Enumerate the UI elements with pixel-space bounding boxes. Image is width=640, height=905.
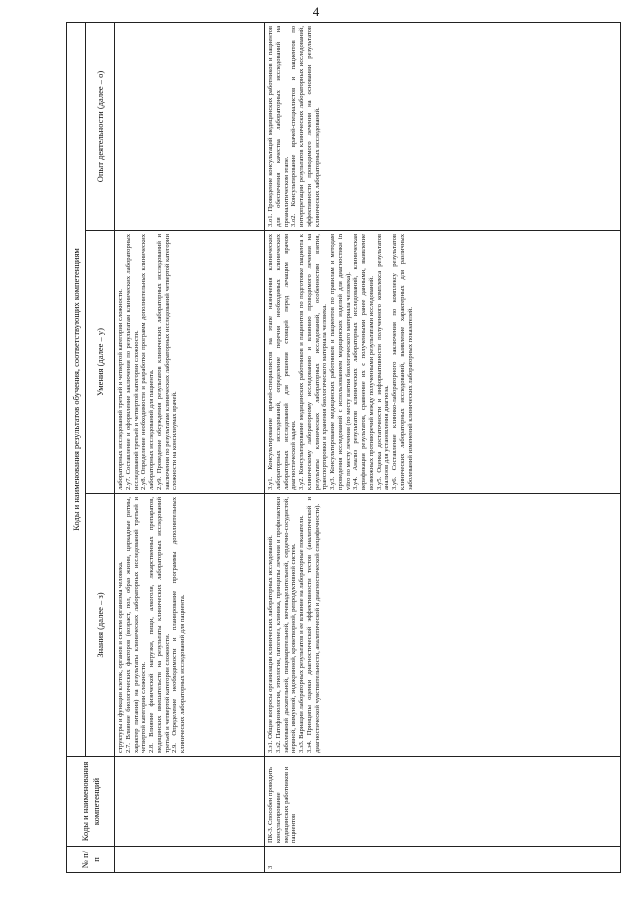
row-num	[115, 847, 265, 873]
row-skills	[115, 231, 265, 494]
header-comp: Коды и наименования компетенций	[67, 757, 115, 847]
knowledge-item: структуры и функции клеток, органов и систем организма человека.	[117, 561, 124, 753]
experience-item: 3.о2. Консультирование врачей-специалистов и пациентов по интерпретации результатов клинических лабораторных исследований, эффективности проводимого лечения на основании результатов клинических лабораторных исследований.	[290, 25, 321, 227]
knowledge-item: 3.з1. Общие вопросы организации клинических лабораторных исследований.	[267, 535, 274, 753]
skill-item: 2.у9. Проведение обсуждения результатов клинических лабораторных исследований и заключения по результатам клинических лабораторных исследований четвертой категории сложности на консилиумах врачей.	[155, 234, 179, 490]
knowledge-item: 3.з3. Вариации лабораторных результатов и ее влияние на лабораторные показатели.	[298, 515, 306, 753]
knowledge-item: 3.з4. Принципы оценки диагностической эффективности тестов (аналитической и диагностической чувствительности, аналитической и диагностической специфичности).	[305, 497, 321, 753]
header-num: № п/п	[67, 847, 115, 873]
header-knowledge: Знания (далее – з)	[86, 494, 115, 757]
knowledge-item: 2.9. Определение необходимости и планирование программы дополнительных клинических лабораторных исследований для пациента.	[171, 497, 187, 753]
knowledge-item: 2.8. Влияние физической нагрузки, пищи, алкоголя, лекарственных препаратов, медицинских вмешательств на результаты клинических лабораторных исследований третьей и четвертой категории сложности.	[148, 497, 171, 753]
row-num: 3	[265, 847, 621, 873]
row-competency: ПК-3. Способен проводить консультирование медицинских работников и пациентов	[265, 757, 621, 847]
skill-item: 2.у7. Составление и оформление заключения по результатам клинических лабораторных исследований третьей и четвертой категории сложности.	[124, 234, 140, 490]
skill-item: лабораторных исследований третьей и четвертой категории сложности.	[117, 289, 124, 490]
row-knowledge	[265, 494, 621, 757]
competencies-table	[66, 22, 621, 873]
knowledge-item: 3.з2. Патофизиология, этиология, патогенез, клиника, принципы лечения и профилактики заболеваний дыхательной, пищеварительной, мочевыделительной, сердечно-сосудистой, нервной, иммунной, эндокринной, кроветворной, репродуктивной систем.	[274, 497, 298, 753]
row-competency	[115, 757, 265, 847]
knowledge-item: 2.7. Влияние биологических факторов (возраст, пол, образ жизни, циркадные ритмы, характер питания) на результаты клинических лабораторных исследований третьей и четвертой категории сложности.	[124, 497, 148, 753]
skill-item: 3.у6. Составление клинико-лабораторного заключения по комплексу результатов клинических лабораторных исследований, выявление характерных для различных заболеваний изменений клинических лабораторных показателей.	[391, 234, 414, 490]
skill-item: 3.у4. Анализ результатов клинических лабораторных исследований, клиническая верификация результатов, сравнение их с полученными ранее данными, выявление возможных противоречий между полученными результатами исследований.	[352, 234, 375, 490]
header-skills: Умения (далее – у)	[86, 231, 115, 494]
skill-item: 3.у2. Консультирование медицинских работников и пациентов по подготовке пациента к клиническому лабораторному исследованию и влиянию проводимого лечения на результаты клинических лабораторных исследований, особенностям взятия, транспортировки и хранения биологического материала человека.	[298, 234, 329, 490]
table-row	[265, 22, 621, 872]
row-skills	[265, 231, 621, 494]
experience-item: 3.о1. Проведение консультаций медицинских работников и пациентов для обеспечения качества лабораторных исследований на преаналитическом этапе.	[267, 25, 290, 227]
skill-item: 3.у3. Консультирование медицинских работников и пациентов по правилам и методам проведения исследований с использованием медицинских изделий для диагностики in vitro по месту лечения (по месту взятия биологического материала человека).	[329, 234, 352, 490]
page-number: 4	[312, 4, 320, 19]
row-experience	[265, 22, 621, 230]
header-group: Коды и наименования результатов обучения, соответствующих компетенциям	[67, 22, 86, 756]
table-row	[115, 22, 265, 872]
row-experience	[115, 22, 265, 230]
skill-item: 2.у8. Определение необходимости и разработки программ дополнительных клинических лабораторных исследований для пациента.	[140, 234, 156, 490]
rotated-table-wrapper	[66, 23, 621, 873]
skill-item: 3.у5. Оценка достаточности и информативности полученного комплекса результатов анализов для установления диагноза.	[375, 234, 391, 490]
skill-item: 3.у1. Консультирование врачей-специалистов на этапе назначения клинических лабораторных исследований, определение перечня необходимых клинических лабораторных исследований для решения стоящей перед лечащим врачом диагностической задачи.	[267, 234, 298, 490]
header-experience: Опыт деятельности (далее – о)	[86, 22, 115, 230]
row-knowledge	[115, 494, 265, 757]
